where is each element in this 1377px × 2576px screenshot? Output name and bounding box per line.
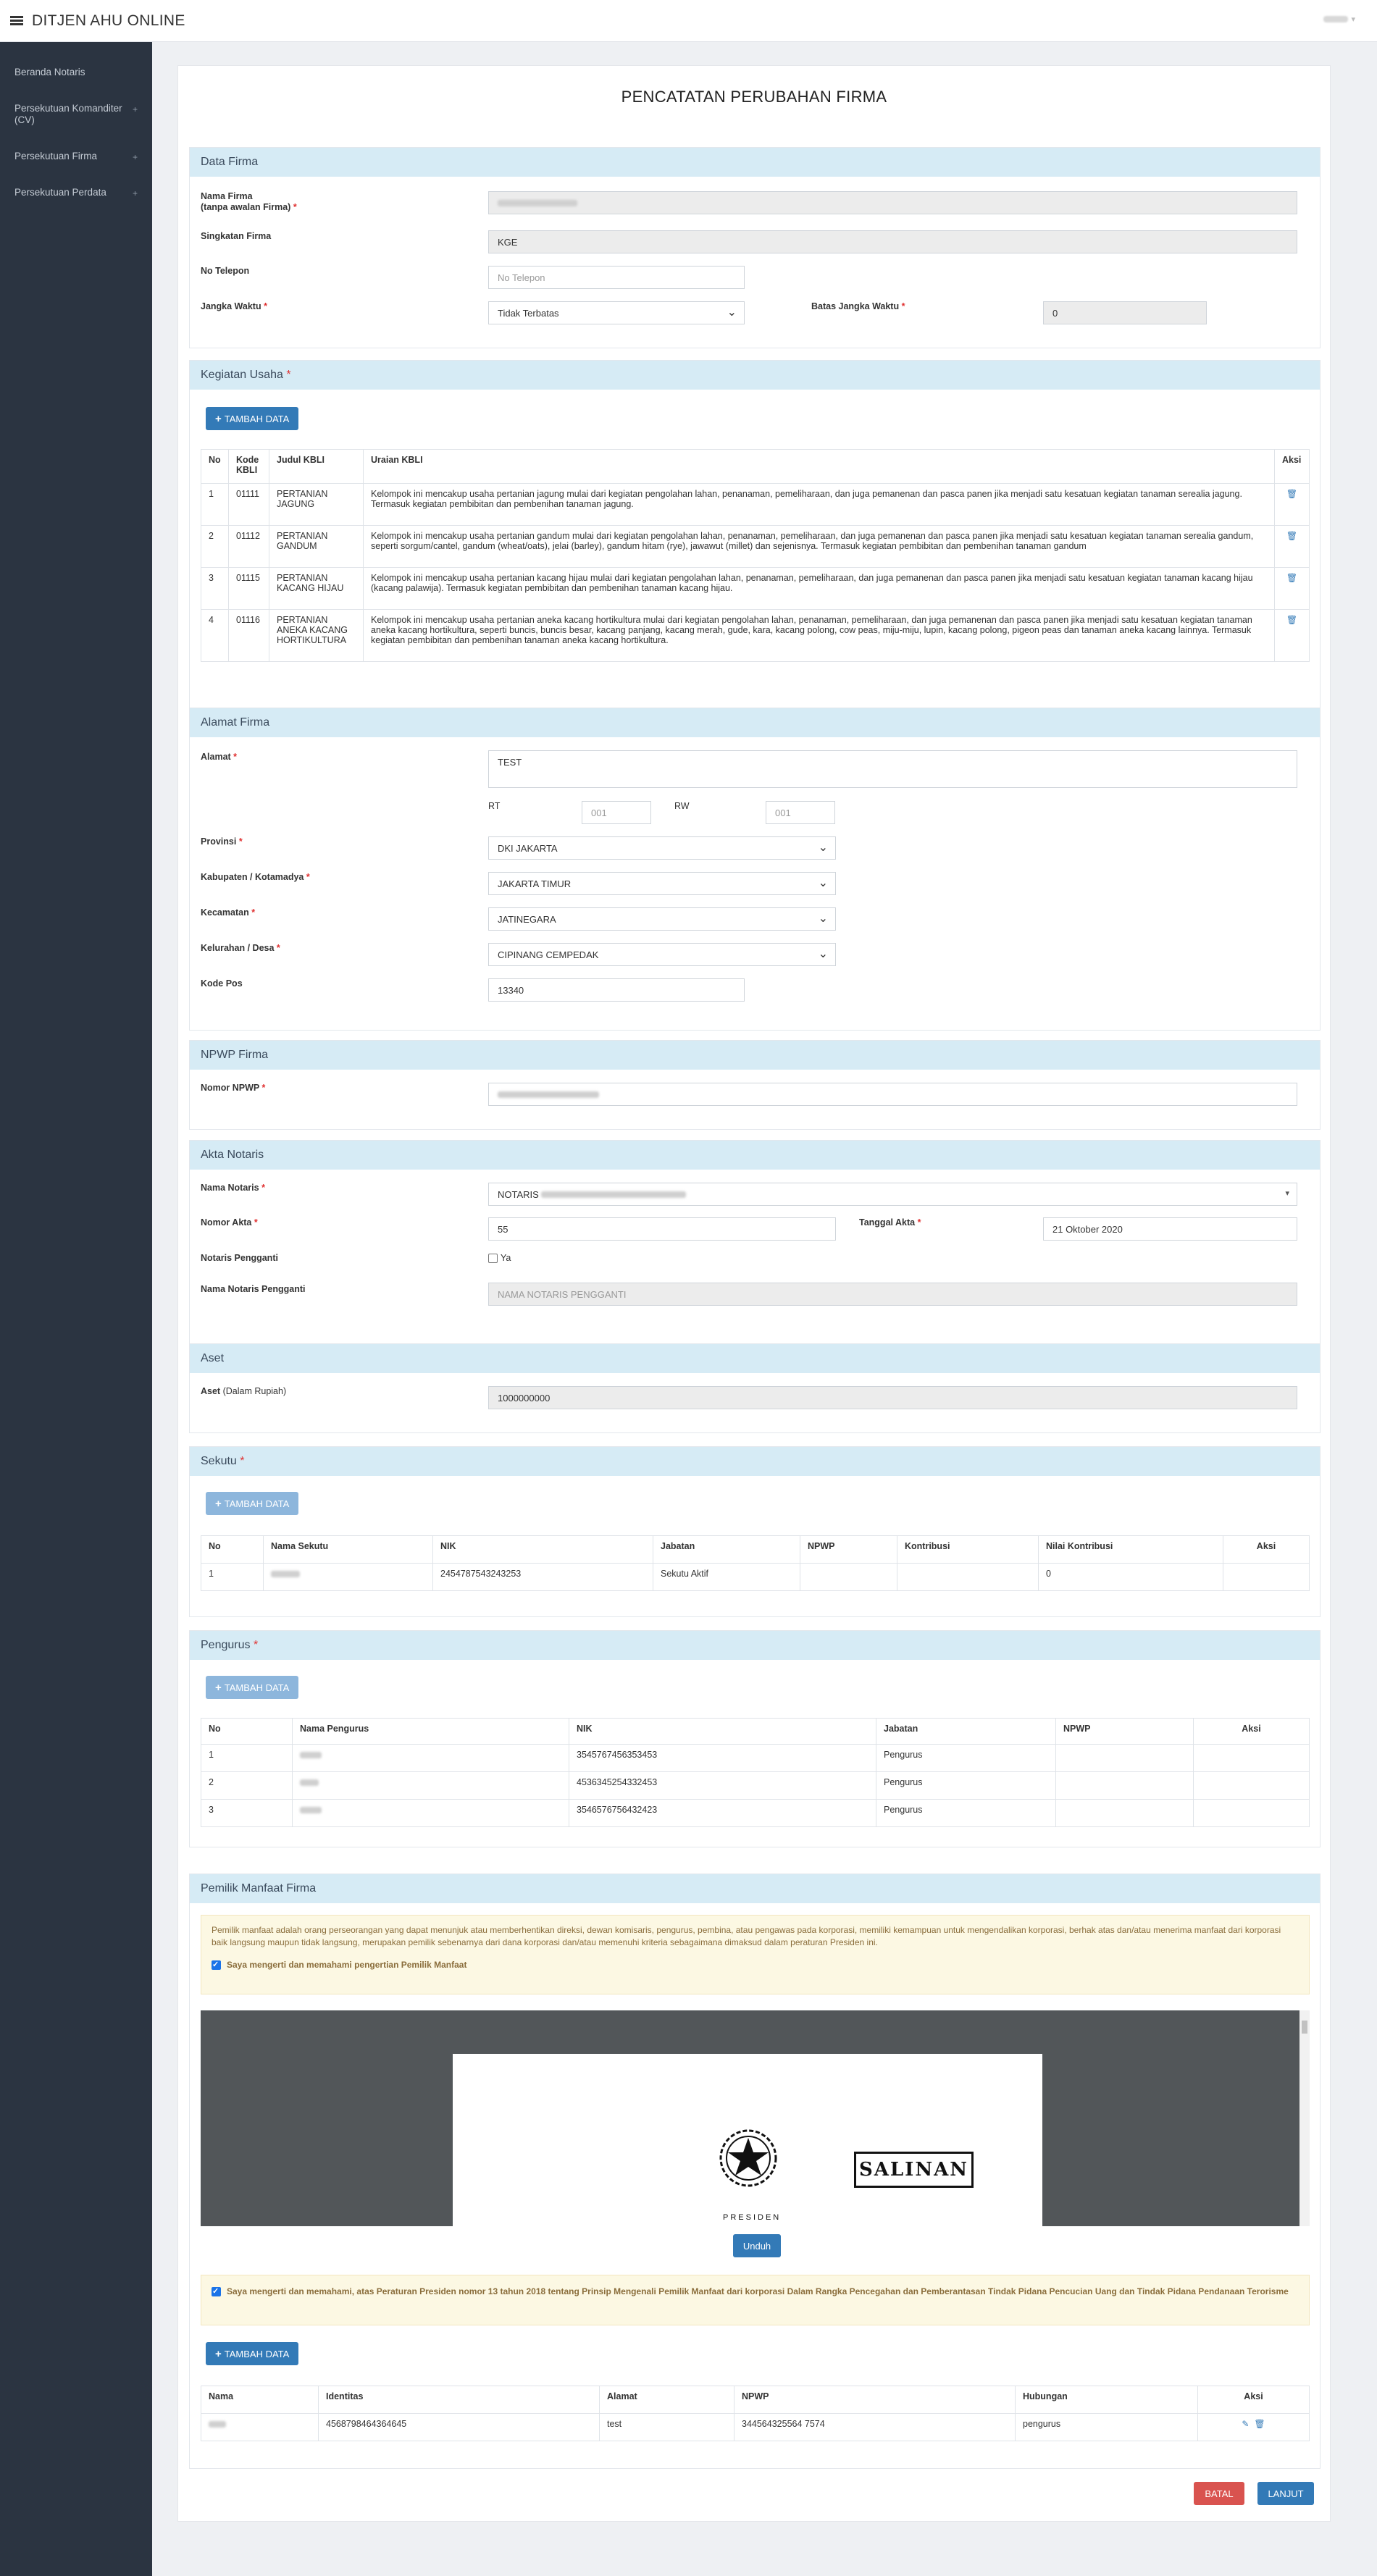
nomor-akta-input[interactable]: 55 [488,1217,836,1241]
hamburger-menu-icon[interactable] [10,16,23,26]
section-alamat-firma [189,708,1321,1031]
expand-plus-icon: + [132,152,138,162]
col-header: NIK [433,1536,653,1564]
section-heading: Aset [190,1344,1320,1373]
col-header: Alamat [600,2386,734,2414]
batas-jangka-waktu-input[interactable]: 0 [1043,301,1207,324]
plus-icon: + [215,1681,222,1694]
cell-aksi [1275,526,1310,568]
batas-jangka-waktu-label: Batas Jangka Waktu * [811,301,905,311]
nomor-npwp-label: Nomor NPWP * [201,1083,266,1093]
no-telepon-label: No Telepon [201,266,250,276]
cell-nama [293,1745,569,1772]
salinan-stamp: SALINAN [854,2152,974,2188]
user-name-redacted [1323,16,1348,22]
cell-kode: 01115 [229,568,269,610]
presiden-caption: PRESIDEN [723,2213,782,2222]
cell-jabatan: Sekutu Aktif [653,1564,800,1591]
table-row [201,610,1310,662]
cell-aksi [1275,484,1310,526]
tambah-sekutu-button[interactable]: + TAMBAH DATA [206,1492,298,1515]
perpres-consent-alert [201,2275,1310,2325]
section-heading: Data Firma [190,148,1320,177]
checkbox-checked-icon [212,1960,221,1970]
cell-kontribusi [897,1564,1039,1591]
table-header-row [201,2386,1310,2414]
col-header: Aksi [1198,2386,1310,2414]
trash-icon[interactable]: 🗑 [1286,531,1298,541]
jangka-waktu-label: Jangka Waktu * [201,301,267,311]
section-heading: Sekutu * [190,1447,1320,1476]
no-telepon-input[interactable]: No Telepon [488,266,745,289]
cell-nilai-kontribusi: 0 [1039,1564,1223,1591]
provinsi-label: Provinsi * [201,836,243,847]
col-header: NPWP [734,2386,1016,2414]
notaris-pengganti-checkbox[interactable]: Ya [488,1253,511,1263]
table-row [201,1772,1310,1800]
tanggal-akta-label: Tanggal Akta * [859,1217,921,1228]
checkbox-checked-icon [212,2287,221,2296]
cell-aksi [1194,1745,1310,1772]
nama-pengganti-input[interactable]: NAMA NOTARIS PENGGANTI [488,1283,1297,1306]
cell-judul: PERTANIAN JAGUNG [269,484,364,526]
sidebar-item-firma[interactable] [0,151,152,163]
table-row [201,1800,1310,1827]
tambah-pemilik-button[interactable]: + TAMBAH DATA [206,2342,298,2365]
sekutu-table [201,1535,1310,1591]
jangka-waktu-select[interactable]: Tidak Terbatas ⌄ [488,301,745,324]
cell-jabatan: Pengurus [876,1772,1056,1800]
pdf-scrollbar[interactable] [1299,2010,1310,2226]
cell-no: 2 [201,526,229,568]
expand-plus-icon: + [132,104,138,114]
col-header: Nama [201,2386,319,2414]
kelurahan-label: Kelurahan / Desa * [201,943,280,953]
tambah-kegiatan-button[interactable]: + TAMBAH DATA [206,407,298,430]
section-sekutu [189,1446,1321,1617]
cell-jabatan: Pengurus [876,1745,1056,1772]
col-header: Nilai Kontribusi [1039,1536,1223,1564]
plus-icon: + [215,1497,222,1510]
section-kegiatan-usaha [189,360,1321,752]
cell-nik: 3545767456353453 [569,1745,876,1772]
cell-nama [264,1564,433,1591]
trash-icon[interactable]: 🗑 [1286,573,1298,583]
cell-aksi [1194,1772,1310,1800]
cell-judul: PERTANIAN ANEKA KACANG HORTIKULTURA [269,610,364,662]
table-header-row [201,1536,1310,1564]
cell-identitas: 4568798464364645 [319,2414,600,2441]
rw-label: RW [674,801,690,811]
col-header: Jabatan [653,1536,800,1564]
cell-no: 3 [201,568,229,610]
main-card [177,65,1331,2522]
cell-no: 1 [201,484,229,526]
cell-no: 1 [201,1564,264,1591]
table-header-row [201,1719,1310,1745]
sidebar-item-label: Persekutuan Firma [14,151,98,161]
plus-icon: + [215,412,222,425]
trash-icon[interactable]: 🗑 [1286,489,1298,499]
col-header: NPWP [800,1536,897,1564]
section-heading: Pengurus * [190,1631,1320,1660]
table-row [201,526,1310,568]
edit-icon[interactable]: ✎ [1242,2419,1250,2429]
sidebar-item-beranda[interactable] [0,67,152,78]
perpres-consent-checkbox[interactable]: ✓ Saya mengerti dan memahami, atas Peraturan Presiden nomor 13 tahun 2018 tentang Prinsip Mengenali Pemilik Manfaat dari korporasi Dalam Rangka Pencegahan dan Pemberantasan Tindak Pidana Pencucian Uang dan Tindak Pidana Pendanaan Terorisme [212,2286,1299,2298]
cell-aksi [1194,1800,1310,1827]
kegiatan-table [201,449,1310,662]
pemilik-table [201,2386,1310,2441]
provinsi-select[interactable]: DKI JAKARTA ⌄ [488,836,836,860]
pemilik-info-text: Pemilik manfaat adalah orang perseorangan yang dapat menunjuk atau memberhentikan direksi, dewan komisaris, pengurus, pembina, atau pengawas pada korporasi, memiliki kemampuan untuk mengendalikan korporasi, berhak atas dan/atau menerima manfaat dari korporasi baik langsung maupun tidak langsung, merupakan pemilik sebenarnya dari dana korporasi dan/atau memenuhi kriteria sebagaimana dimaksud dalam peraturan Presiden ini. [212,1925,1281,1947]
cell-npwp [1056,1745,1194,1772]
caret-down-icon: ▾ [1351,15,1355,24]
nama-firma-label: Nama Firma (tanpa awalan Firma) * [201,191,297,212]
alamat-label: Alamat * [201,752,238,762]
cell-npwp [1056,1800,1194,1827]
cell-alamat: test [600,2414,734,2441]
col-header: Kontribusi [897,1536,1039,1564]
pdf-viewer[interactable] [201,2010,1310,2226]
singkatan-firma-input[interactable]: KGE [488,230,1297,253]
nomor-akta-label: Nomor Akta * [201,1217,258,1228]
trash-icon[interactable]: 🗑 [1254,2419,1265,2429]
cell-nama [293,1800,569,1827]
page-title: PENCATATAN PERUBAHAN FIRMA [621,88,887,106]
section-pemilik-manfaat [189,1874,1321,2469]
kelurahan-select[interactable]: CIPINANG CEMPEDAK ⌄ [488,943,836,966]
rt-input[interactable]: 001 [582,801,651,824]
table-header-row [201,450,1310,484]
scrollbar-thumb[interactable] [1302,2021,1307,2034]
unduh-button[interactable]: Unduh [733,2234,781,2257]
singkatan-firma-label: Singkatan Firma [201,231,272,241]
section-data-firma [189,147,1321,348]
cell-no: 2 [201,1772,293,1800]
pdf-page [453,2054,1042,2226]
top-bar [0,0,1377,42]
sidebar-item-perdata[interactable] [0,187,152,199]
pengurus-table [201,1718,1310,1827]
aset-label: Aset (Dalam Rupiah) [201,1386,287,1396]
cell-aksi [1275,610,1310,662]
cell-nama [293,1772,569,1800]
table-row [201,484,1310,526]
cell-nik: 4536345254332453 [569,1772,876,1800]
col-header: Jabatan [876,1719,1056,1745]
col-header: Uraian KBLI [364,450,1275,484]
cell-uraian: Kelompok ini mencakup usaha pertanian kacang hijau mulai dari kegiatan pengolahan lahan, penanaman, pemeliharaan, dan juga pemanenan dan pasca panen jika menjadi satu kesatuan kegiatan tanaman kacang hijau (kacang palawija). Termasuk kegiatan pembibitan dan pembenihan tanaman kacang hijau. [364,568,1275,610]
cell-npwp [800,1564,897,1591]
table-row [201,2414,1310,2441]
col-header: Nama Pengurus [293,1719,569,1745]
section-heading: Pemilik Manfaat Firma [190,1874,1320,1903]
garuda-emblem-icon [713,2125,783,2193]
section-heading: Kegiatan Usaha * [190,361,1320,390]
rt-label: RT [488,801,501,811]
cell-uraian: Kelompok ini mencakup usaha pertanian gandum mulai dari kegiatan pengolahan lahan, penanaman, pemeliharaan, dan juga pemanenan dan pasca panen jika menjadi satu kesatuan kegiatan tanaman serealia gandum, seperti sorgum/cantel, gandum (wheat/oats), jelai (barley), gandum hitam (rye), jawawut (millet) dan sejenisnya. Termasuk kegiatan pembibitan dan pembenihan tanaman gandum [364,526,1275,568]
kabupaten-select[interactable]: JAKARTA TIMUR ⌄ [488,872,836,895]
section-npwp-firma [189,1040,1321,1130]
cell-jabatan: Pengurus [876,1800,1056,1827]
cell-uraian: Kelompok ini mencakup usaha pertanian aneka kacang hortikultura mulai dari kegiatan pengolahan lahan, penanaman, pemeliharaan, dan juga pemanenan dan pasca panen jika menjadi satu kesatuan kegiatan tanaman aneka kacang hortikultura, seperti buncis, buncis besar, kacang panjang, kacang merah, gude, kara, kacang polong, cow peas, miju-miju, lupin, kacang polong, pigeon peas dan tanaman aneka kacang lainnya. Termasuk kegiatan pembibitan dan pembenihan tanaman aneka kacang hortikultura. [364,610,1275,662]
kode-pos-label: Kode Pos [201,978,243,989]
cell-uraian: Kelompok ini mencakup usaha pertanian jagung mulai dari kegiatan pengolahan lahan, penanaman, pemeliharaan, dan juga pemanenan dan pasca panen jika menjadi satu kesatuan kegiatan tanaman serealia jagung. Termasuk kegiatan pembibitan dan pembenihan tanaman jagung. [364,484,1275,526]
nama-pengganti-label: Nama Notaris Pengganti [201,1284,306,1294]
rw-input[interactable]: 001 [766,801,835,824]
cell-aksi [1275,568,1310,610]
cell-npwp: 344564325564 7574 [734,2414,1016,2441]
nomor-npwp-input[interactable] [488,1083,1297,1106]
tambah-pengurus-button[interactable]: + TAMBAH DATA [206,1676,298,1699]
col-header: No [201,1719,293,1745]
section-aset [189,1343,1321,1433]
section-heading: NPWP Firma [190,1041,1320,1070]
tanggal-akta-input[interactable]: 21 Oktober 2020 [1043,1217,1297,1241]
cell-judul: PERTANIAN GANDUM [269,526,364,568]
pemilik-consent-checkbox[interactable]: ✓ Saya mengerti dan memahami pengertian Pemilik Manfaat [212,1959,1299,1971]
trash-icon[interactable]: 🗑 [1286,615,1298,625]
section-heading: Akta Notaris [190,1141,1320,1170]
cell-kode: 01111 [229,484,269,526]
col-header: Aksi [1194,1719,1310,1745]
kecamatan-select[interactable]: JATINEGARA ⌄ [488,907,836,931]
kode-pos-input[interactable]: 13340 [488,978,745,1002]
col-header: NPWP [1056,1719,1194,1745]
nama-firma-input[interactable] [488,191,1297,214]
section-heading: Alamat Firma [190,708,1320,737]
table-row [201,568,1310,610]
sidebar-item-label: Persekutuan Perdata [14,187,106,198]
col-header: No [201,450,229,484]
section-pengurus [189,1630,1321,1847]
plus-icon: + [215,2347,222,2360]
kecamatan-label: Kecamatan * [201,907,256,918]
cell-hubungan: pengurus [1016,2414,1198,2441]
user-menu[interactable] [1323,14,1355,24]
cell-judul: PERTANIAN KACANG HIJAU [269,568,364,610]
aset-input[interactable]: 1000000000 [488,1386,1297,1409]
expand-plus-icon: + [132,188,138,198]
batal-button[interactable]: BATAL [1194,2482,1244,2505]
col-header: Aksi [1223,1536,1310,1564]
col-header: Judul KBLI [269,450,364,484]
col-header: Nama Sekutu [264,1536,433,1564]
sidebar [0,42,152,2576]
pemilik-info-alert [201,1915,1310,1994]
cell-nik: 3546576756432423 [569,1800,876,1827]
cell-kode: 01112 [229,526,269,568]
checkbox-icon [488,1254,498,1263]
sidebar-item-label: Persekutuan Komanditer (CV) [14,103,122,125]
cell-nama [201,2414,319,2441]
kabupaten-label: Kabupaten / Kotamadya * [201,872,310,882]
col-header: No [201,1536,264,1564]
nama-notaris-select[interactable]: NOTARIS ▾ [488,1183,1297,1206]
col-header: Aksi [1275,450,1310,484]
notaris-pengganti-label: Notaris Pengganti [201,1253,278,1263]
app-title: DITJEN AHU ONLINE [32,12,185,29]
cell-aksi [1223,1564,1310,1591]
table-row [201,1564,1310,1591]
col-header: Kode KBLI [229,450,269,484]
alamat-textarea[interactable]: TEST [488,750,1297,788]
cell-no: 4 [201,610,229,662]
sidebar-item-label: Beranda Notaris [14,67,85,77]
cell-no: 3 [201,1800,293,1827]
nama-notaris-label: Nama Notaris * [201,1183,265,1193]
col-header: Hubungan [1016,2386,1198,2414]
table-row [201,1745,1310,1772]
col-header: Identitas [319,2386,600,2414]
sidebar-item-cv[interactable] [0,103,152,126]
lanjut-button[interactable]: LANJUT [1257,2482,1314,2505]
cell-no: 1 [201,1745,293,1772]
cell-aksi [1198,2414,1310,2441]
cell-kode: 01116 [229,610,269,662]
cell-nik: 2454787543243253 [433,1564,653,1591]
cell-npwp [1056,1772,1194,1800]
col-header: NIK [569,1719,876,1745]
